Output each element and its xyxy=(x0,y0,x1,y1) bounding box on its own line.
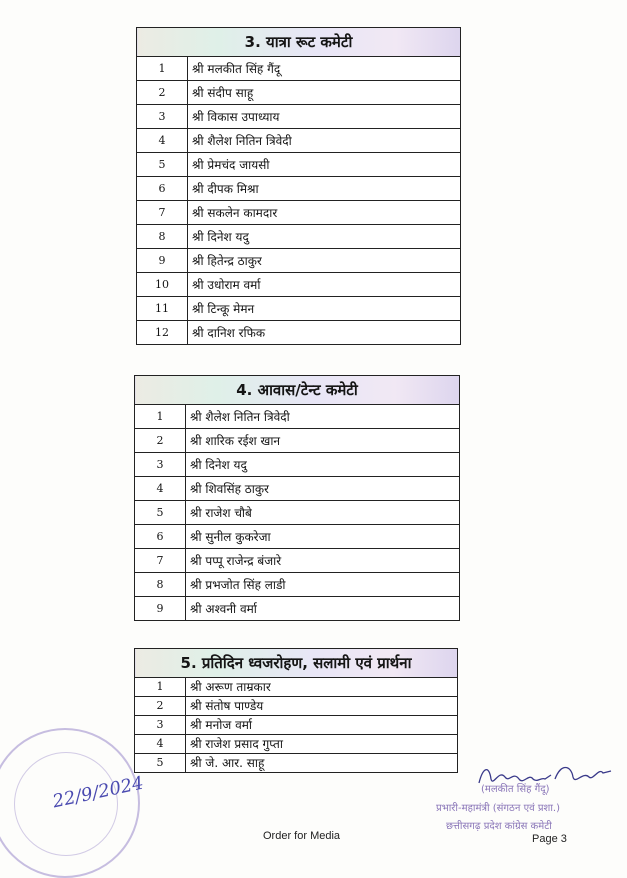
member-name: श्री सकलेन कामदार xyxy=(188,201,461,225)
member-number: 10 xyxy=(137,273,188,297)
member-row xyxy=(135,525,460,549)
member-row xyxy=(135,573,460,597)
member-number: 2 xyxy=(137,81,188,105)
member-row xyxy=(137,177,461,201)
member-name: श्री जे. आर. साहू xyxy=(186,754,458,773)
member-number: 5 xyxy=(135,754,186,773)
member-name: श्री मलकीत सिंह गैंदू xyxy=(188,57,461,81)
member-row xyxy=(137,153,461,177)
member-row xyxy=(137,201,461,225)
member-number: 8 xyxy=(137,225,188,249)
yatra-route-committee-table xyxy=(136,27,461,345)
member-row xyxy=(137,297,461,321)
committee-title: 5. प्रतिदिन ध्वजरोहण, सलामी एवं प्रार्थना xyxy=(135,649,458,678)
member-number: 9 xyxy=(137,249,188,273)
flag-hoisting-committee-table xyxy=(134,648,458,773)
member-name: श्री संतोष पाण्डेय xyxy=(186,697,458,716)
member-row xyxy=(137,273,461,297)
member-row xyxy=(135,678,458,697)
member-number: 6 xyxy=(137,177,188,201)
member-name: श्री मनोज वर्मा xyxy=(186,716,458,735)
member-number: 5 xyxy=(135,501,186,525)
committee-body xyxy=(135,649,458,773)
committee-title: 3. यात्रा रूट कमेटी xyxy=(137,28,461,57)
signatory-designation: प्रभारी-महामंत्री (संगठन एवं प्रशा.) xyxy=(436,803,561,814)
member-row xyxy=(137,321,461,345)
member-name: श्री टिन्कू मेमन xyxy=(188,297,461,321)
member-row xyxy=(137,225,461,249)
member-name: श्री उधोराम वर्मा xyxy=(188,273,461,297)
member-number: 2 xyxy=(135,697,186,716)
member-number: 7 xyxy=(137,201,188,225)
member-name: श्री संदीप साहू xyxy=(188,81,461,105)
member-row xyxy=(135,754,458,773)
signatory-name: (मलकीत सिंह गैंदू) xyxy=(481,784,550,795)
signatory-organization: छत्तीसगढ़ प्रदेश कांग्रेस कमेटी xyxy=(446,821,552,832)
member-name: श्री शारिक रईश खान xyxy=(186,429,460,453)
member-number: 9 xyxy=(135,597,186,621)
member-number: 11 xyxy=(137,297,188,321)
member-row xyxy=(135,549,460,573)
member-row xyxy=(135,429,460,453)
member-number: 4 xyxy=(135,477,186,501)
member-number: 4 xyxy=(137,129,188,153)
member-number: 7 xyxy=(135,549,186,573)
member-name: श्री दिनेश यदु xyxy=(188,225,461,249)
member-name: श्री शैलेश नितिन त्रिवेदी xyxy=(188,129,461,153)
member-number: 3 xyxy=(137,105,188,129)
member-name: श्री अरूण ताम्रकार xyxy=(186,678,458,697)
footer-label: Order for Media xyxy=(263,830,341,842)
member-name: श्री राजेश चौबे xyxy=(186,501,460,525)
member-row xyxy=(135,597,460,621)
member-row xyxy=(135,453,460,477)
member-name: श्री पप्पू राजेन्द्र बंजारे xyxy=(186,549,460,573)
member-row xyxy=(137,249,461,273)
member-row xyxy=(135,477,460,501)
member-number: 1 xyxy=(137,57,188,81)
member-number: 1 xyxy=(135,678,186,697)
member-name: श्री दिनेश यदु xyxy=(186,453,460,477)
member-number: 8 xyxy=(135,573,186,597)
member-row xyxy=(135,697,458,716)
member-name: श्री हितेन्द्र ठाकुर xyxy=(188,249,461,273)
member-name: श्री अश्वनी वर्मा xyxy=(186,597,460,621)
member-name: श्री विकास उपाध्याय xyxy=(188,105,461,129)
member-row xyxy=(137,105,461,129)
member-number: 1 xyxy=(135,405,186,429)
member-name: श्री प्रभजोत सिंह लाडी xyxy=(186,573,460,597)
member-name: श्री दानिश रफिक xyxy=(188,321,461,345)
member-number: 2 xyxy=(135,429,186,453)
accommodation-tent-committee-table xyxy=(134,375,460,621)
member-row xyxy=(135,405,460,429)
member-row xyxy=(135,716,458,735)
member-name: श्री दीपक मिश्रा xyxy=(188,177,461,201)
member-row xyxy=(137,129,461,153)
page-number: Page 3 xyxy=(532,833,567,845)
committee-body xyxy=(135,376,460,621)
member-number: 3 xyxy=(135,453,186,477)
member-number: 5 xyxy=(137,153,188,177)
member-number: 6 xyxy=(135,525,186,549)
member-row xyxy=(135,501,460,525)
committee-body xyxy=(137,28,461,345)
member-row xyxy=(137,57,461,81)
member-name: श्री शैलेश नितिन त्रिवेदी xyxy=(186,405,460,429)
member-number: 4 xyxy=(135,735,186,754)
member-row xyxy=(137,81,461,105)
member-name: श्री शिवसिंह ठाकुर xyxy=(186,477,460,501)
committee-title: 4. आवास/टेन्ट कमेटी xyxy=(135,376,460,405)
member-row xyxy=(135,735,458,754)
member-number: 3 xyxy=(135,716,186,735)
member-name: श्री प्रेमचंद जायसी xyxy=(188,153,461,177)
member-name: श्री सुनील कुकरेजा xyxy=(186,525,460,549)
member-name: श्री राजेश प्रसाद गुप्ता xyxy=(186,735,458,754)
stamp-date: 22/9/2024 xyxy=(50,772,146,813)
member-number: 12 xyxy=(137,321,188,345)
